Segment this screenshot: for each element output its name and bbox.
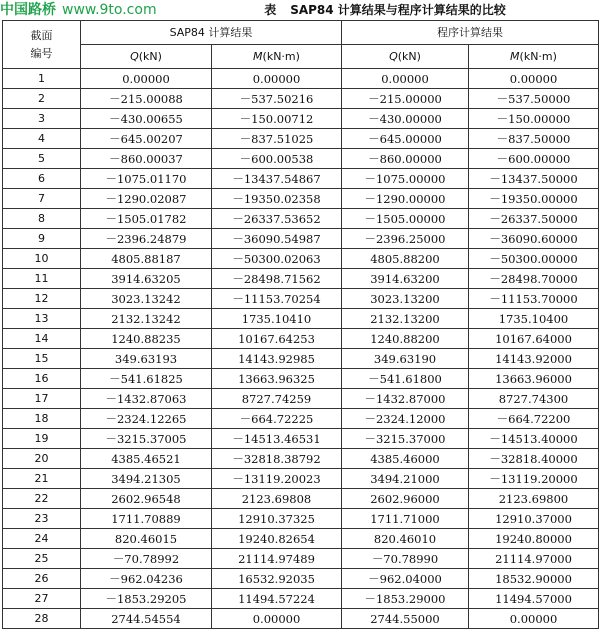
program-q-cell: －70.78990 <box>342 549 469 569</box>
sap-m-cell: －13119.20023 <box>212 469 342 489</box>
sap-m-cell: －32818.38792 <box>212 449 342 469</box>
section-number-cell: 1 <box>3 69 81 89</box>
section-number-cell: 8 <box>3 209 81 229</box>
sap-m-cell: －13437.54867 <box>212 169 342 189</box>
section-number-cell: 20 <box>3 449 81 469</box>
sap-q-cell: 0.00000 <box>81 69 212 89</box>
sap-q-cell: －70.78992 <box>81 549 212 569</box>
program-q-cell: －1290.00000 <box>342 189 469 209</box>
table-row <box>3 489 599 509</box>
sap-m-cell: 2123.69808 <box>212 489 342 509</box>
section-number-cell: 3 <box>3 109 81 129</box>
table-row <box>3 569 599 589</box>
program-q-cell: 349.63190 <box>342 349 469 369</box>
section-number-cell: 15 <box>3 349 81 369</box>
sap-m-cell: 21114.97489 <box>212 549 342 569</box>
program-m-cell: 13663.96000 <box>469 369 599 389</box>
program-m-cell: －32818.40000 <box>469 449 599 469</box>
table-row <box>3 89 599 109</box>
table-row <box>3 269 599 289</box>
program-m-cell: 8727.74300 <box>469 389 599 409</box>
table-row <box>3 309 599 329</box>
sap-m-cell: 13663.96325 <box>212 369 342 389</box>
program-q-cell: 4805.88200 <box>342 249 469 269</box>
section-number-cell: 21 <box>3 469 81 489</box>
q-symbol: Q <box>389 49 398 63</box>
section-number-cell: 5 <box>3 149 81 169</box>
program-m-cell: －26337.50000 <box>469 209 599 229</box>
table-row <box>3 149 599 169</box>
section-number-cell: 28 <box>3 609 81 629</box>
program-q-cell: －541.61800 <box>342 369 469 389</box>
m-unit: (kN·m) <box>519 49 557 63</box>
sap-m-cell: －36090.54987 <box>212 229 342 249</box>
sap-m-cell: －50300.02063 <box>212 249 342 269</box>
sap-m-cell: －28498.71562 <box>212 269 342 289</box>
program-q-cell: 3914.63200 <box>342 269 469 289</box>
sap-m-cell: －537.50216 <box>212 89 342 109</box>
sap-q-cell: －215.00088 <box>81 89 212 109</box>
section-number-cell: 12 <box>3 289 81 309</box>
header-row-columns <box>3 45 599 69</box>
sap-m-cell: －14513.46531 <box>212 429 342 449</box>
sap-q-cell: －1853.29205 <box>81 589 212 609</box>
program-m-cell: 18532.90000 <box>469 569 599 589</box>
table-row <box>3 409 599 429</box>
watermark-text: 中国路桥 <box>0 2 56 18</box>
program-q-cell: 4385.46000 <box>342 449 469 469</box>
q-unit: (kN) <box>397 49 421 63</box>
table-row <box>3 369 599 389</box>
table-row <box>3 189 599 209</box>
sap-m-cell: －19350.02358 <box>212 189 342 209</box>
program-q-cell: －962.04000 <box>342 569 469 589</box>
header-sap-m <box>212 45 342 69</box>
sap-m-cell: －600.00538 <box>212 149 342 169</box>
program-q-cell: －645.00000 <box>342 129 469 149</box>
sap-q-cell: 820.46015 <box>81 529 212 549</box>
sap-m-cell: －11153.70254 <box>212 289 342 309</box>
program-m-cell: －664.72200 <box>469 409 599 429</box>
table-row <box>3 109 599 129</box>
sap-m-cell: 8727.74259 <box>212 389 342 409</box>
program-q-cell: －860.00000 <box>342 149 469 169</box>
sap-m-cell: 1735.10410 <box>212 309 342 329</box>
header-sap-group: SAP84 计算结果 <box>81 21 342 45</box>
table-caption: SAP84 计算结果与程序计算结果的比较 <box>290 3 506 17</box>
section-number-cell: 4 <box>3 129 81 149</box>
sap-m-cell: －26337.53652 <box>212 209 342 229</box>
header-row-groups <box>3 21 599 45</box>
section-number-cell: 22 <box>3 489 81 509</box>
program-q-cell: 2602.96000 <box>342 489 469 509</box>
section-number-cell: 16 <box>3 369 81 389</box>
sap-m-cell: 12910.37325 <box>212 509 342 529</box>
program-q-cell: －1075.00000 <box>342 169 469 189</box>
sap-m-cell: 10167.64253 <box>212 329 342 349</box>
section-number-cell: 9 <box>3 229 81 249</box>
program-m-cell: －600.00000 <box>469 149 599 169</box>
sap-q-cell: 1711.70889 <box>81 509 212 529</box>
header-section-number <box>3 21 81 69</box>
table-body <box>3 69 599 629</box>
header-program-q <box>342 45 469 69</box>
m-unit: (kN·m) <box>262 49 300 63</box>
sap-q-cell: 3023.13242 <box>81 289 212 309</box>
program-q-cell: －215.00000 <box>342 89 469 109</box>
table-row <box>3 529 599 549</box>
header-number: 编号 <box>30 46 53 60</box>
sap-q-cell: －541.61825 <box>81 369 212 389</box>
sap-q-cell: －1432.87063 <box>81 389 212 409</box>
sap-m-cell: －837.51025 <box>212 129 342 149</box>
table-row <box>3 449 599 469</box>
sap-q-cell: 1240.88235 <box>81 329 212 349</box>
program-m-cell: －11153.70000 <box>469 289 599 309</box>
program-m-cell: 10167.64000 <box>469 329 599 349</box>
program-m-cell: 19240.80000 <box>469 529 599 549</box>
sap-m-cell: 14143.92985 <box>212 349 342 369</box>
program-q-cell: 2744.55000 <box>342 609 469 629</box>
header-program-group: 程序计算结果 <box>342 21 599 45</box>
program-q-cell: －1505.00000 <box>342 209 469 229</box>
sap-q-cell: －645.00207 <box>81 129 212 149</box>
program-m-cell: －50300.00000 <box>469 249 599 269</box>
m-symbol: M <box>510 49 520 63</box>
program-q-cell: －1432.87000 <box>342 389 469 409</box>
section-number-cell: 10 <box>3 249 81 269</box>
table-row <box>3 589 599 609</box>
sap-m-cell: 16532.92035 <box>212 569 342 589</box>
table-row <box>3 289 599 309</box>
program-q-cell: 820.46010 <box>342 529 469 549</box>
program-m-cell: 2123.69800 <box>469 489 599 509</box>
sap-q-cell: 349.63193 <box>81 349 212 369</box>
section-number-cell: 25 <box>3 549 81 569</box>
program-m-cell: －28498.70000 <box>469 269 599 289</box>
section-number-cell: 6 <box>3 169 81 189</box>
table-row <box>3 429 599 449</box>
program-m-cell: 12910.37000 <box>469 509 599 529</box>
table-row <box>3 169 599 189</box>
program-q-cell: －2396.25000 <box>342 229 469 249</box>
section-number-cell: 7 <box>3 189 81 209</box>
program-m-cell: 1735.10400 <box>469 309 599 329</box>
program-m-cell: 0.00000 <box>469 69 599 89</box>
section-number-cell: 24 <box>3 529 81 549</box>
table-row <box>3 249 599 269</box>
sap-q-cell: 2602.96548 <box>81 489 212 509</box>
section-number-cell: 11 <box>3 269 81 289</box>
program-m-cell: －837.50000 <box>469 129 599 149</box>
sap-q-cell: －3215.37005 <box>81 429 212 449</box>
program-q-cell: 3494.21000 <box>342 469 469 489</box>
section-number-cell: 17 <box>3 389 81 409</box>
program-q-cell: 1711.71000 <box>342 509 469 529</box>
sap-q-cell: 4805.88187 <box>81 249 212 269</box>
sap-m-cell: －150.00712 <box>212 109 342 129</box>
comparison-table <box>2 20 599 629</box>
program-q-cell: －3215.37000 <box>342 429 469 449</box>
table-row <box>3 549 599 569</box>
table-row <box>3 509 599 529</box>
table-row <box>3 389 599 409</box>
program-q-cell: －430.00000 <box>342 109 469 129</box>
program-m-cell: －14513.40000 <box>469 429 599 449</box>
sap-m-cell: 0.00000 <box>212 609 342 629</box>
header-program-m <box>469 45 599 69</box>
sap-q-cell: 3494.21305 <box>81 469 212 489</box>
sap-q-cell: 3914.63205 <box>81 269 212 289</box>
sap-q-cell: －2396.24879 <box>81 229 212 249</box>
sap-q-cell: －1505.01782 <box>81 209 212 229</box>
sap-q-cell: 4385.46521 <box>81 449 212 469</box>
section-number-cell: 19 <box>3 429 81 449</box>
program-m-cell: －19350.00000 <box>469 189 599 209</box>
table-row <box>3 129 599 149</box>
sap-q-cell: 2132.13242 <box>81 309 212 329</box>
table-row <box>3 209 599 229</box>
sap-q-cell: －1290.02087 <box>81 189 212 209</box>
table-row <box>3 609 599 629</box>
section-number-cell: 27 <box>3 589 81 609</box>
sap-q-cell: 2744.54554 <box>81 609 212 629</box>
program-m-cell: －150.00000 <box>469 109 599 129</box>
program-m-cell: 0.00000 <box>469 609 599 629</box>
sap-m-cell: 19240.82654 <box>212 529 342 549</box>
sap-q-cell: －1075.01170 <box>81 169 212 189</box>
watermark <box>0 0 157 20</box>
sap-m-cell: －664.72225 <box>212 409 342 429</box>
program-m-cell: －36090.60000 <box>469 229 599 249</box>
section-number-cell: 2 <box>3 89 81 109</box>
table-row <box>3 349 599 369</box>
program-m-cell: －13119.20000 <box>469 469 599 489</box>
section-number-cell: 23 <box>3 509 81 529</box>
table-row <box>3 69 599 89</box>
program-m-cell: －537.50000 <box>469 89 599 109</box>
table-row <box>3 329 599 349</box>
sap-q-cell: －430.00655 <box>81 109 212 129</box>
program-q-cell: 0.00000 <box>342 69 469 89</box>
m-symbol: M <box>253 49 263 63</box>
section-number-cell: 26 <box>3 569 81 589</box>
section-number-cell: 18 <box>3 409 81 429</box>
header-section: 截面 <box>30 28 53 42</box>
section-number-cell: 13 <box>3 309 81 329</box>
program-q-cell: －2324.12000 <box>342 409 469 429</box>
table-row <box>3 229 599 249</box>
program-q-cell: 2132.13200 <box>342 309 469 329</box>
program-q-cell: 1240.88200 <box>342 329 469 349</box>
header-sap-q <box>81 45 212 69</box>
table-row <box>3 469 599 489</box>
q-unit: (kN) <box>138 49 162 63</box>
program-q-cell: －1853.29000 <box>342 589 469 609</box>
program-m-cell: －13437.50000 <box>469 169 599 189</box>
q-symbol: Q <box>130 49 139 63</box>
section-number-cell: 14 <box>3 329 81 349</box>
sap-q-cell: －860.00037 <box>81 149 212 169</box>
table-label: 表 <box>264 3 277 17</box>
sap-m-cell: 11494.57224 <box>212 589 342 609</box>
sap-m-cell: 0.00000 <box>212 69 342 89</box>
sap-q-cell: －962.04236 <box>81 569 212 589</box>
program-m-cell: 11494.57000 <box>469 589 599 609</box>
program-q-cell: 3023.13200 <box>342 289 469 309</box>
watermark-url: www.9to.com <box>62 2 157 18</box>
program-m-cell: 14143.92000 <box>469 349 599 369</box>
sap-q-cell: －2324.12265 <box>81 409 212 429</box>
program-m-cell: 21114.97000 <box>469 549 599 569</box>
